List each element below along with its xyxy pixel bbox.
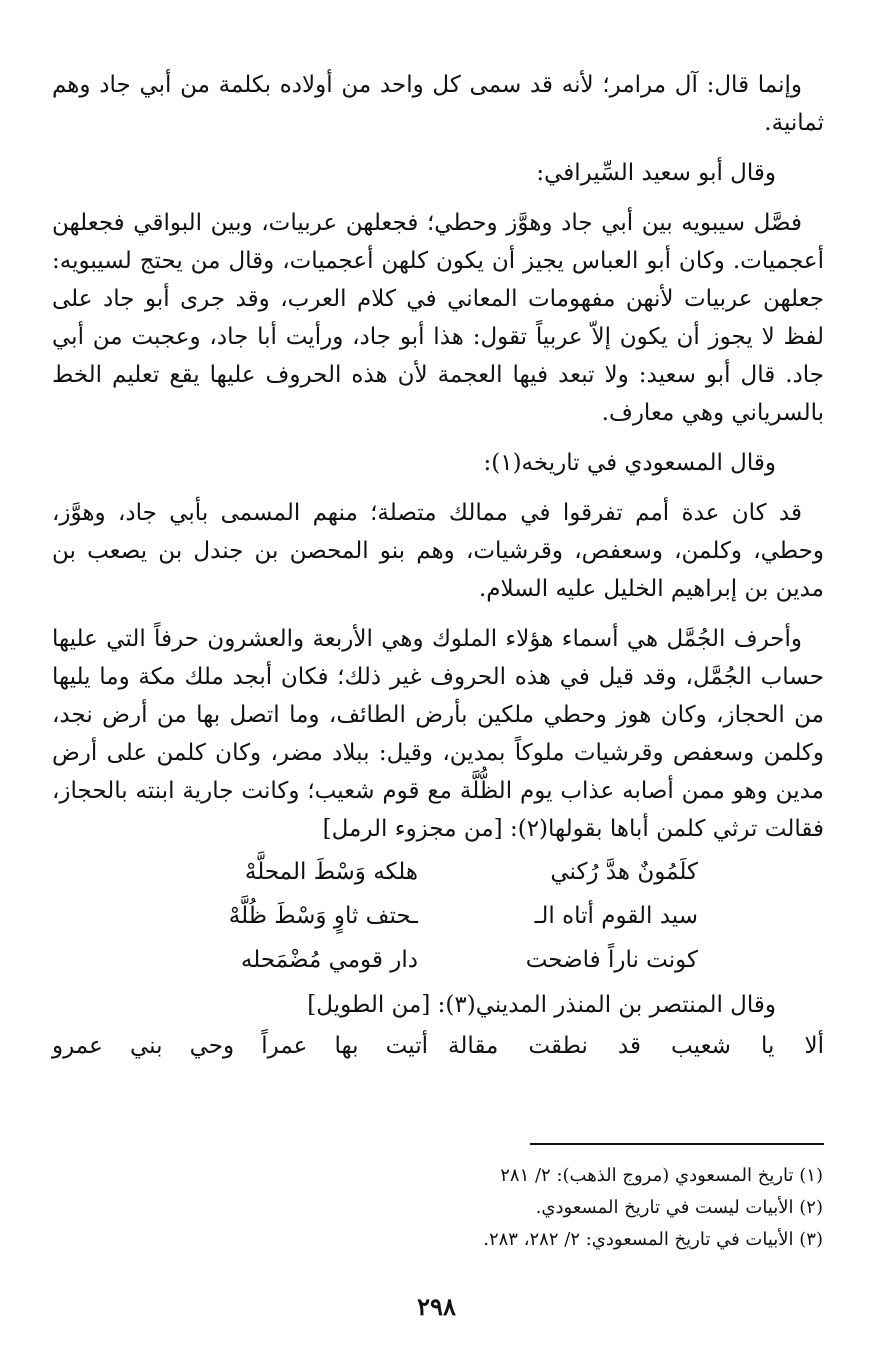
paragraph-1: وإنما قال: آل مرامر؛ لأنه قد سمى كل واحد من أولاده بكلمة من أبي جاد وهم ثمانية. bbox=[52, 72, 824, 136]
page-body bbox=[52, 66, 824, 1066]
footnote-separator bbox=[530, 1143, 824, 1145]
verse-second-hemistich: دار قومي مُضْمَحله bbox=[240, 947, 418, 973]
page-number: ٢٩٨ bbox=[417, 1292, 456, 1321]
verse-first-hemistich: سيد القوم أتاه الـ bbox=[534, 903, 698, 929]
poem-shuayb-verse bbox=[52, 1026, 824, 1066]
verse-second-hemistich: ـحتف ثاوٍ وَسْطَ ظُلَّهْ bbox=[228, 903, 418, 929]
paragraph-3: قد كان عدة أمم تفرقوا في ممالك متصلة؛ منهم المسمى بأبي جاد، وهوَّز، وحطي، وكلمن، وسعفص، وقرشيات، وهم بنو المحصن بن جندل بن يصعب بن مدين بن إبراهيم الخليل عليه السلام. bbox=[52, 500, 824, 602]
footnotes bbox=[323, 1160, 823, 1256]
verse-second-hemistich: هلكه وَسْطَ المحلَّهْ bbox=[244, 859, 418, 885]
poem-kalamun bbox=[178, 850, 698, 982]
footnote-1: (١) تاريخ المسعودي (مروج الذهب): ٢/ ٢٨١ bbox=[500, 1165, 823, 1186]
poem-verse bbox=[178, 938, 698, 982]
footnote-3: (٣) الأبيات في تاريخ المسعودي: ٢/ ٢٨٢، ٢٨٣. bbox=[483, 1229, 823, 1250]
heading-muntasir: وقال المنتصر بن المنذر المديني(٣): [من الطويل] bbox=[307, 992, 776, 1018]
poem-verse bbox=[178, 850, 698, 894]
verse-first-hemistich: ألا يا شعيب قد نطقت مقالة bbox=[448, 1033, 824, 1059]
poem-verse bbox=[178, 894, 698, 938]
verse-second-hemistich: أتيت بها عمراً وحي بني عمرو bbox=[52, 1033, 428, 1059]
heading-masudi: وقال المسعودي في تاريخه(١): bbox=[483, 450, 776, 476]
paragraph-4: وأحرف الجُمَّل هي أسماء هؤلاء الملوك وهي الأربعة والعشرون حرفاً التي عليها حساب الجُمَّل، وقد قيل في هذه الحروف غير ذلك؛ فكان أبجد ملك مكة وما يليها من الحجاز، وكان هوز وحطي ملكين بأرض الطائف، وما اتصل بها من أرض نجد، وكلمن وسعفص وقرشيات ملوكاً بمدين، وقيل: ببلاد مضر، وكان كلمن على أرض مدين وهو ممن أصابه عذاب يوم الظُّلَّة مع قوم شعيب؛ وكانت جارية ابنته بالحجاز، فقالت ترثي كلمن أباها بقولها(٢): [من مجزوء الرمل] bbox=[52, 626, 824, 842]
paragraph-2: فصَّل سيبويه بين أبي جاد وهوَّز وحطي؛ فجعلهن عربيات، وبين البواقي فجعلهن أعجميات. وكان أبو العباس يجيز أن يكون كلهن أعجميات، وقال من يحتج لسيبويه: جعلهن عربيات لأنهن مفهومات المعاني في كلام العرب، وقد جرى أبو جاد على لفظ لا يجوز أن يكون إلاّ عربياً تقول: هذا أبو جاد، ورأيت أبا جاد، وعجبت من أبي جاد. قال أبو سعيد: ولا تبعد فيها العجمة لأن هذه الحروف عليها يقع تعليم الخط بالسرياني وهي معارف. bbox=[52, 210, 824, 426]
verse-first-hemistich: كونت ناراً فاضحت bbox=[525, 947, 698, 973]
footnote-2: (٢) الأبيات ليست في تاريخ المسعودي. bbox=[535, 1197, 823, 1218]
heading-sirafi: وقال أبو سعيد السِّيرافي: bbox=[536, 160, 776, 186]
verse-first-hemistich: كلَمُونٌ هدَّ رُكني bbox=[550, 859, 698, 885]
